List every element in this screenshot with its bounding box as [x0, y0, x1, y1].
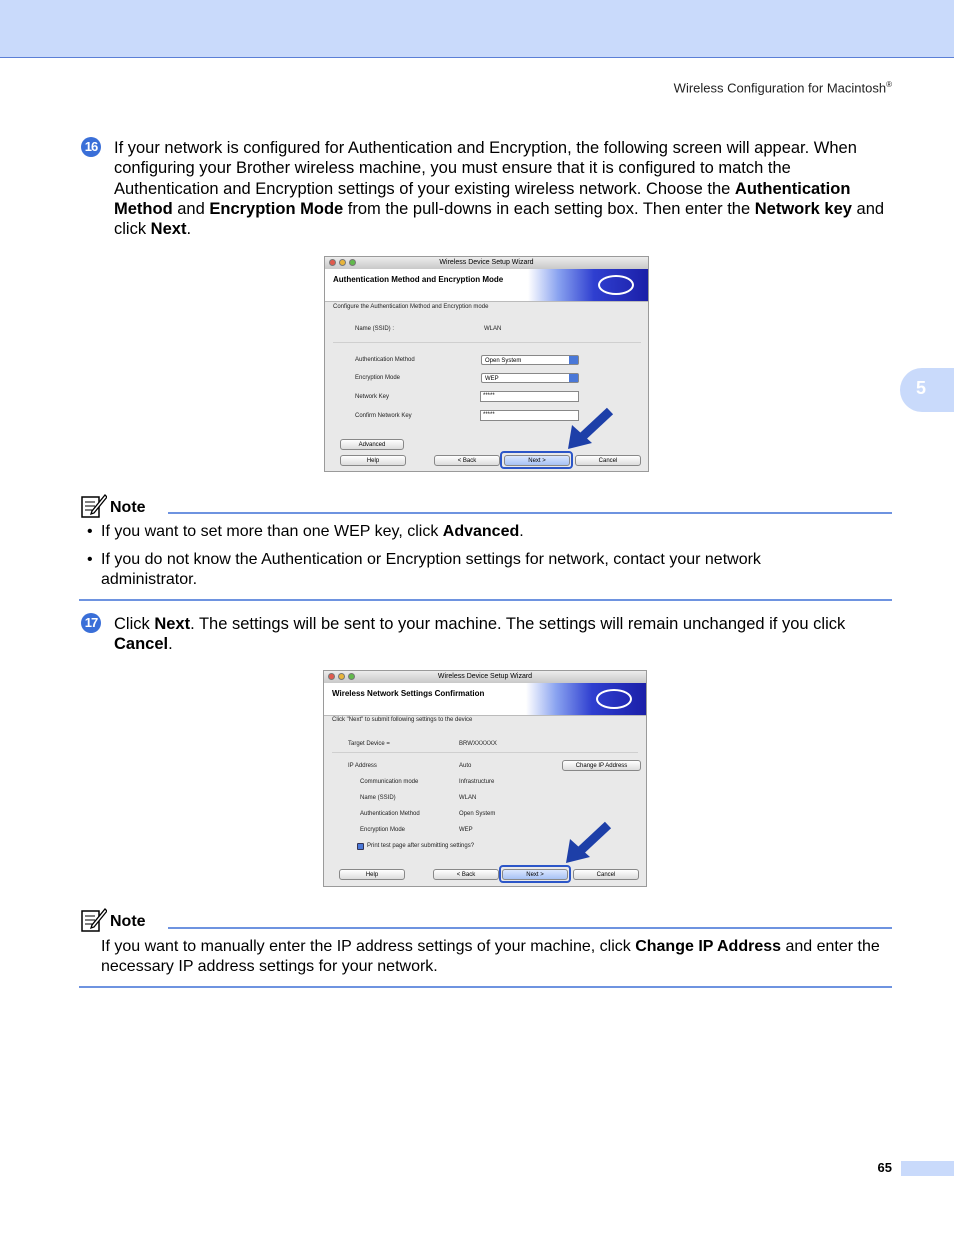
window-title-bar: [324, 671, 646, 683]
cancel-button[interactable]: Cancel: [575, 455, 641, 466]
minimize-icon[interactable]: [339, 259, 346, 266]
auth-encryption-dialog: [324, 256, 649, 472]
advanced-button[interactable]: Advanced: [340, 439, 404, 450]
note-end-rule: [79, 986, 892, 988]
communication-mode-value: Infrastructure: [459, 779, 495, 785]
running-title: Wireless Configuration for Macintosh®: [673, 80, 892, 96]
auth-method-label: Authentication Method: [355, 357, 415, 363]
window-title: Wireless Device Setup Wizard: [439, 259, 534, 266]
arrow-pointer-icon: [566, 407, 614, 451]
minimize-icon[interactable]: [338, 673, 345, 680]
step-16-text: If your network is configured for Authentication and Encryption, the following screen will appear. When configuring your Brother wireless machine, you must ensure that it is configured to match the Authentication and Encryption settings of your existing wireless network. Choose the Authentication Method and Encryption Mode from the pull-downs in each setting box. Then enter the Network key and click Next.: [114, 139, 885, 239]
close-icon[interactable]: [329, 259, 336, 266]
ssid-value: WLAN: [459, 795, 477, 801]
auth-method-select[interactable]: Open System: [481, 355, 579, 365]
note-pencil-icon: [81, 494, 107, 518]
wizard-banner: [324, 683, 646, 716]
wifi-icon: [598, 275, 634, 295]
dialog-subtitle: Click "Next" to submit following settings to the device: [332, 717, 473, 723]
target-device-label: Target Device =: [348, 741, 390, 747]
zoom-icon[interactable]: [348, 673, 355, 680]
note-heading: Note: [110, 913, 146, 930]
window-title-bar: [325, 257, 648, 269]
wireless-logo-art: [526, 683, 646, 715]
step-17-text: Click Next. The settings will be sent to your machine. The settings will remain unchanged if you click Cancel.: [114, 615, 846, 654]
auth-method-label: Authentication Method: [360, 811, 420, 817]
divider: [332, 752, 638, 753]
target-device-value: BRWXXXXXX: [459, 741, 497, 747]
banner-title: Wireless Network Settings Confirmation: [332, 689, 485, 698]
step-16-marker: 16: [81, 137, 101, 157]
confirm-key-input[interactable]: *****: [480, 410, 579, 421]
back-button[interactable]: < Back: [434, 455, 500, 466]
settings-confirmation-dialog: [323, 670, 647, 887]
close-icon[interactable]: [328, 673, 335, 680]
chapter-tab: 5: [900, 368, 954, 412]
page-number: 65: [877, 1160, 892, 1175]
chevron-down-icon: [569, 374, 578, 382]
ip-address-value: Auto: [459, 763, 472, 769]
footer-tab: [901, 1161, 954, 1176]
note-bullet: • If you want to set more than one WEP key, click Advanced.: [87, 523, 524, 540]
change-ip-address-button[interactable]: Change IP Address: [562, 760, 641, 771]
cancel-button[interactable]: Cancel: [573, 869, 639, 880]
note-bullet: • If you do not know the Authentication or Encryption settings for network, contact your network administrator.: [87, 551, 761, 589]
header-band: [0, 0, 954, 58]
encryption-mode-label: Encryption Mode: [355, 375, 401, 381]
print-test-label: Print test page after submitting settings?: [367, 843, 475, 849]
note-text: If you want to manually enter the IP address settings of your machine, click Change IP Address and enter the necessary IP address settings for your network.: [101, 938, 880, 976]
note-pencil-icon: [81, 908, 107, 932]
wireless-logo-art: [528, 269, 648, 301]
ssid-label: Name (SSID) :: [355, 326, 395, 332]
arrow-pointer-icon: [564, 821, 612, 865]
banner-title: Authentication Method and Encryption Mode: [333, 275, 504, 284]
encryption-mode-value: WEP: [459, 827, 473, 833]
network-key-input[interactable]: *****: [480, 391, 579, 402]
next-button[interactable]: Next >: [504, 455, 570, 466]
print-test-checkbox[interactable]: [357, 843, 364, 850]
communication-mode-label: Communication mode: [360, 779, 419, 785]
ip-address-label: IP Address: [348, 763, 377, 769]
wizard-banner: [325, 269, 648, 302]
zoom-icon[interactable]: [349, 259, 356, 266]
network-key-label: Network Key: [355, 394, 390, 400]
confirm-key-label: Confirm Network Key: [355, 413, 412, 419]
note-rule: [168, 512, 892, 514]
next-button[interactable]: Next >: [502, 869, 568, 880]
note-heading: Note: [110, 499, 146, 516]
ssid-value: WLAN: [484, 326, 502, 332]
help-button[interactable]: Help: [339, 869, 405, 880]
window-title: Wireless Device Setup Wizard: [437, 673, 533, 680]
encryption-mode-label: Encryption Mode: [360, 827, 406, 833]
dialog-subtitle: Configure the Authentication Method and Encryption mode: [333, 304, 489, 310]
ssid-label: Name (SSID): [360, 795, 396, 801]
divider: [333, 342, 641, 343]
note-rule: [168, 927, 892, 929]
chevron-down-icon: [569, 356, 578, 364]
help-button[interactable]: Help: [340, 455, 406, 466]
wifi-icon: [596, 689, 632, 709]
step-17-marker: 17: [81, 613, 101, 633]
encryption-mode-select[interactable]: WEP: [481, 373, 579, 383]
note-end-rule: [79, 599, 892, 601]
auth-method-value: Open System: [459, 811, 496, 817]
back-button[interactable]: < Back: [433, 869, 499, 880]
